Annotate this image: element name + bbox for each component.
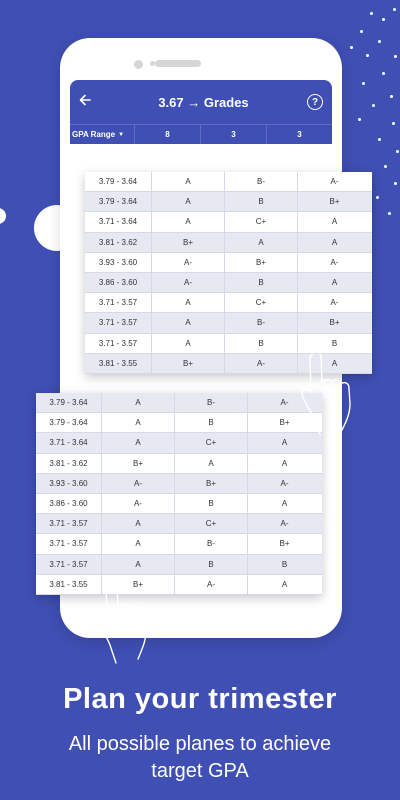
grade-cell: A	[152, 313, 225, 332]
range-cell: 3.71 - 3.57	[85, 293, 152, 312]
grade-cell: C+	[175, 433, 248, 452]
grade-cell: A-	[102, 474, 175, 493]
grade-cell: B	[175, 555, 248, 574]
phone-speaker	[155, 60, 201, 67]
table-row[interactable]	[36, 393, 322, 413]
grade-cell: C+	[175, 514, 248, 533]
range-cell: 3.71 - 3.57	[36, 534, 102, 553]
grade-cell: B-	[225, 313, 298, 332]
grade-cell: A	[331, 237, 338, 247]
subheadline-line-1: All possible planes to achieve	[68, 733, 332, 755]
grade-cell: A-	[280, 519, 289, 529]
grade-cell: A-	[225, 354, 298, 373]
range-cell: 3.71 - 3.57	[36, 555, 102, 574]
grade-cell: A-	[330, 177, 339, 187]
table-row[interactable]	[36, 514, 322, 534]
range-cell: 3.71 - 3.57	[36, 514, 102, 533]
hand-pointer-icon	[300, 348, 360, 438]
grade-cell: A	[102, 555, 175, 574]
grade-cell: B+	[279, 539, 290, 549]
help-circle-icon: ?	[311, 96, 319, 108]
range-cell: 3.79 - 3.64	[36, 393, 102, 412]
page-title: 3.67 → Grades	[158, 94, 249, 110]
range-cell: 3.71 - 3.57	[85, 313, 152, 332]
grade-cell: A	[331, 358, 338, 368]
table-row[interactable]	[36, 474, 322, 494]
grade-cell: B+	[279, 418, 290, 428]
grade-cell: A	[175, 454, 248, 473]
grade-cell: B+	[329, 318, 340, 328]
table-row[interactable]	[36, 433, 322, 453]
help-button[interactable]	[307, 94, 323, 110]
grade-cell: B+	[152, 354, 225, 373]
grade-cell: A-	[330, 257, 339, 267]
range-cell: 3.71 - 3.64	[36, 433, 102, 452]
results-card-top	[85, 172, 372, 374]
table-row[interactable]	[85, 293, 372, 313]
subheadline-line-2: target GPA	[151, 760, 249, 782]
range-cell: 3.81 - 3.62	[36, 454, 102, 473]
grade-cell: A	[152, 334, 225, 353]
grade-cell: A-	[280, 398, 289, 408]
decorative-circle-small	[0, 208, 6, 224]
grade-cell: B	[225, 192, 298, 211]
grade-cell: B	[331, 338, 338, 348]
credit-header-1: 8	[134, 125, 200, 144]
grade-cell: B-	[175, 393, 248, 412]
grade-cell: B+	[225, 253, 298, 272]
range-cell: 3.93 - 3.60	[85, 253, 152, 272]
grade-cell: A	[102, 514, 175, 533]
grade-cell: A-	[152, 253, 225, 272]
grade-cell: B	[225, 273, 298, 292]
grade-cell: A	[331, 278, 338, 288]
grade-cell: A	[102, 413, 175, 432]
subheadline	[0, 731, 400, 785]
table-row[interactable]	[85, 172, 372, 192]
gpa-range-dropdown[interactable]	[70, 125, 134, 144]
headline: Plan your trimester	[63, 683, 337, 715]
grade-cell: A	[152, 212, 225, 231]
grade-cell: B	[281, 559, 288, 569]
caret-down-icon: ▼	[118, 131, 125, 138]
table-row[interactable]	[36, 575, 322, 595]
range-cell: 3.79 - 3.64	[85, 192, 152, 211]
grade-cell: B-	[225, 172, 298, 191]
grade-cell: A-	[175, 575, 248, 594]
grade-cell: A	[152, 192, 225, 211]
grade-cell: B+	[102, 454, 175, 473]
range-cell: 3.81 - 3.55	[85, 354, 152, 373]
gpa-range-label: GPA Range	[72, 130, 116, 139]
grade-cell: B	[225, 334, 298, 353]
arrow-left-icon	[79, 94, 91, 106]
table-row[interactable]	[85, 192, 372, 212]
grade-cell: A	[281, 458, 288, 468]
hand-pointer-icon	[96, 573, 156, 668]
table-row[interactable]	[85, 273, 372, 293]
grade-cell: C+	[225, 293, 298, 312]
grade-cell: A	[281, 579, 288, 589]
grade-cell: A	[102, 534, 175, 553]
grade-cell: A	[331, 217, 338, 227]
range-cell: 3.86 - 3.60	[36, 494, 102, 513]
credit-header-2: 3	[200, 125, 266, 144]
grade-cell: A	[152, 293, 225, 312]
grade-cell: A	[281, 438, 288, 448]
grade-cell: B-	[175, 534, 248, 553]
table-row[interactable]	[85, 233, 372, 253]
back-button[interactable]	[70, 93, 100, 111]
table-row[interactable]	[36, 454, 322, 474]
grade-cell: B+	[102, 575, 175, 594]
grade-cell: B+	[175, 474, 248, 493]
table-row[interactable]	[36, 534, 322, 554]
grade-cell: A	[225, 233, 298, 252]
grade-cell: A-	[102, 494, 175, 513]
grade-cell: A	[102, 393, 175, 412]
range-cell: 3.71 - 3.57	[85, 334, 152, 353]
range-cell: 3.93 - 3.60	[36, 474, 102, 493]
app-bar	[70, 80, 332, 124]
table-row[interactable]	[36, 555, 322, 575]
grade-cell: A-	[280, 478, 289, 488]
grade-cell: B+	[329, 197, 340, 207]
credit-header-3: 3	[266, 125, 332, 144]
results-card-bottom	[36, 393, 322, 595]
grade-cell: A	[281, 499, 288, 509]
table-header	[70, 124, 332, 144]
grade-cell: B+	[152, 233, 225, 252]
grade-cell: A-	[330, 298, 339, 308]
grade-cell: B	[175, 413, 248, 432]
table-row[interactable]	[85, 253, 372, 273]
grade-cell: A-	[152, 273, 225, 292]
grade-cell: A	[152, 172, 225, 191]
grade-cell: A	[102, 433, 175, 452]
table-row[interactable]	[36, 494, 322, 514]
range-cell: 3.86 - 3.60	[85, 273, 152, 292]
range-cell: 3.79 - 3.64	[85, 172, 152, 191]
table-row[interactable]	[36, 413, 322, 433]
table-row[interactable]	[85, 313, 372, 333]
range-cell: 3.81 - 3.62	[85, 233, 152, 252]
range-cell: 3.79 - 3.64	[36, 413, 102, 432]
table-row[interactable]	[85, 212, 372, 232]
range-cell: 3.81 - 3.55	[36, 575, 102, 594]
grade-cell: C+	[225, 212, 298, 231]
range-cell: 3.71 - 3.64	[85, 212, 152, 231]
grade-cell: B	[175, 494, 248, 513]
phone-camera	[134, 60, 143, 69]
